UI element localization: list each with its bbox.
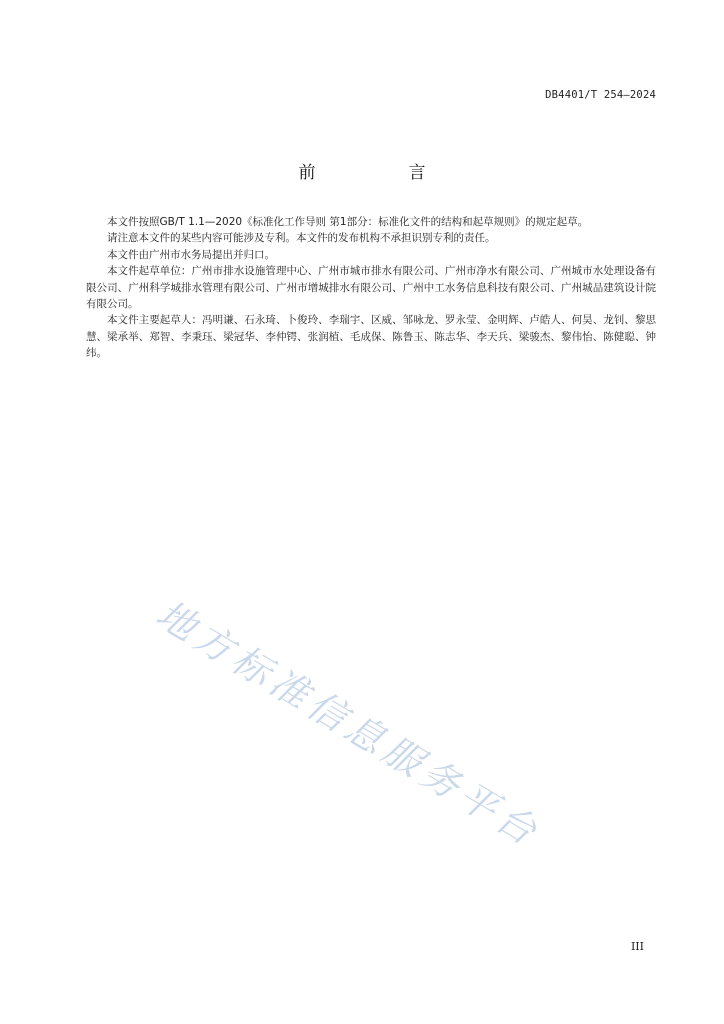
preface-body <box>86 214 656 362</box>
paragraph-proposer: 本文件由广州市水务局提出并归口。 <box>107 248 275 261</box>
page-title: 前 言 <box>298 163 464 183</box>
page-number: III <box>630 940 644 953</box>
paragraph-drafters: 本文件主要起草人：冯明谦、石永琦、卜俊玲、李瑞宇、区威、邹咏龙、罗永莹、金明辉、卢皓人、何昊、龙钊、黎思慧、梁承举、郑智、李秉珏、梁冠华、李仲锷、张润植、毛成保、陈鲁玉、陈志华、李天兵、梁骏杰、黎伟怡、陈健聪、钟纬。 <box>86 314 656 360</box>
watermark: 地方标准信息服务平台 <box>148 591 549 857</box>
document-code: DB4401/T 254—2024 <box>545 89 656 101</box>
paragraph-drafting-units: 本文件起草单位：广州市排水设施管理中心、广州市城市排水有限公司、广州市净水有限公司、广州城市水处理设备有限公司、广州科学城排水管理有限公司、广州市增城排水有限公司、广州中工水务信息科技有限公司、广州城品建筑设计院有限公司。 <box>86 265 656 311</box>
paragraph-standard-basis: 本文件按照GB/T 1.1—2020《标准化工作导则 第1部分：标准化文件的结构和起草规则》的规定起草。 <box>107 216 589 228</box>
paragraph-patent-notice: 请注意本文件的某些内容可能涉及专利。本文件的发布机构不承担识别专利的责任。 <box>107 232 496 245</box>
